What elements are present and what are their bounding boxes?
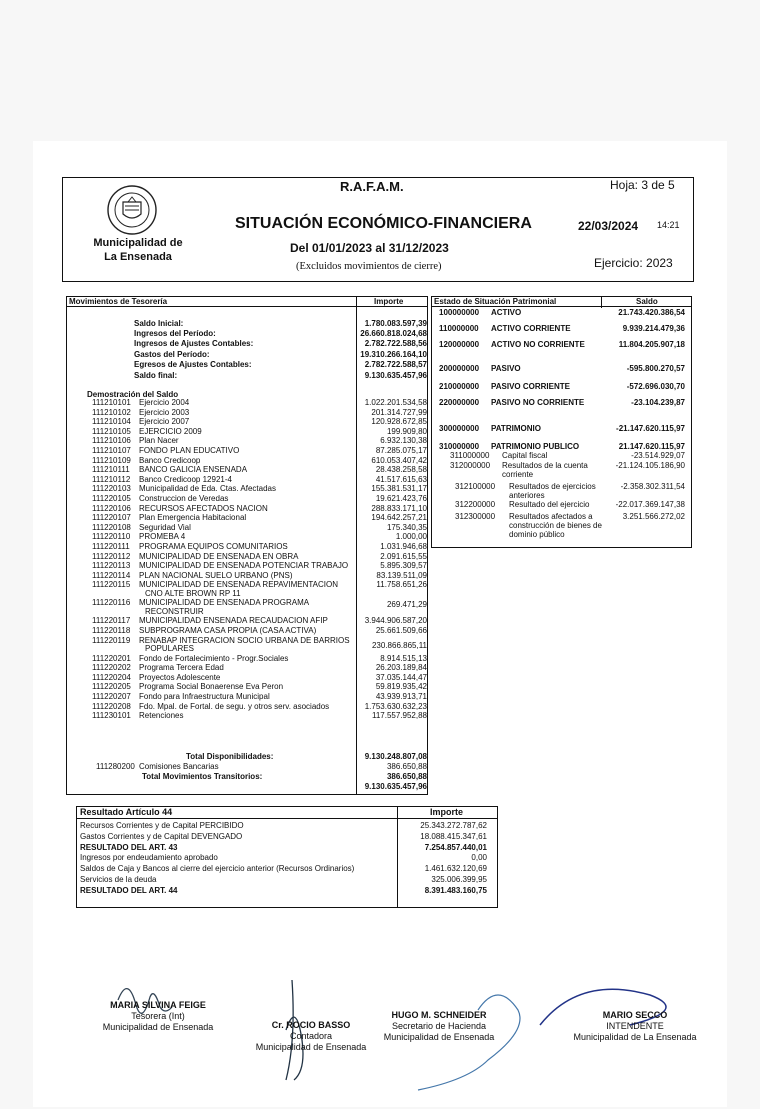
patrimonio-value: 3.251.566.272,02	[622, 512, 685, 521]
item-label: Programa Social Bonaerense Eva Peron	[139, 682, 284, 692]
item-label: Plan Emergencia Habitacional	[139, 513, 247, 523]
signature-name: MARIO SECCO	[602, 1010, 668, 1020]
item-code: 111220204	[92, 672, 131, 682]
resultado-label: Ingresos por endeudamiento aprobado	[80, 853, 218, 863]
item-label: FONDO PLAN EDUCATIVO	[139, 446, 240, 455]
item-label-cont: POPULARES	[145, 644, 194, 654]
comisiones-label: Comisiones Bancarias	[139, 762, 219, 771]
item-label: RENABAP INTEGRACION SOCIO URBANA DE BARRIOS	[139, 635, 350, 645]
item-code: 111220105	[92, 494, 131, 503]
item-value: 230.866.865,11	[371, 640, 427, 650]
patrimonio-header-label: Estado de Situación Patrimonial	[434, 297, 557, 306]
item-value: 120.928.672,85	[371, 417, 427, 427]
item-code: 111220110	[92, 532, 131, 542]
item-label: Banco Credicoop	[139, 455, 201, 465]
item-value: 610.053.407,42	[371, 455, 427, 465]
item-code: 111230101	[92, 711, 131, 721]
summary-value: 9.130.635.457,96	[364, 371, 427, 380]
patrimonio-label: Resultados afectados a	[509, 512, 593, 521]
report-date: 22/03/2024	[578, 219, 639, 233]
item-value: 1.000,00	[395, 532, 427, 542]
resultado-header-label: Resultado Artículo 44	[80, 807, 173, 817]
item-value: 194.642.257,21	[371, 513, 427, 523]
signature	[83, 1000, 233, 1033]
patrimonio-label-cont: corriente	[502, 470, 534, 479]
item-label: Fdo. Mpal. de Fortal. de segu. y otros serv. asociados	[139, 701, 330, 711]
signature	[560, 1010, 710, 1043]
patrimonio-code: 100000000	[439, 308, 480, 317]
item-value: 83.139.511,09	[376, 570, 427, 580]
item-value: 2.091.615,55	[380, 551, 427, 561]
item-value: 1.031.946,68	[380, 542, 427, 551]
patrimonio-code: 110000000	[439, 324, 479, 333]
grand-total-value: 9.130.635.457,96	[364, 782, 427, 791]
tesoreria-header-label: Movimientos de Tesorería	[69, 297, 168, 306]
item-value: 19.621.423,76	[375, 494, 427, 503]
patrimonio-label-cont: dominio público	[509, 530, 565, 539]
resultado-header-amount: Importe	[430, 807, 464, 817]
item-label: Ejercicio 2004	[139, 398, 190, 407]
patrimonio-code: 311000000	[450, 451, 490, 460]
signature-name: HUGO M. SCHNEIDER	[391, 1010, 487, 1020]
item-code: 111210109	[92, 455, 131, 465]
item-label: SUBPROGRAMA CASA PROPIA (CASA ACTIVA)	[139, 626, 317, 635]
summary-value: 2.782.722.588,57	[364, 360, 427, 369]
item-code: 111220119	[92, 635, 131, 645]
patrimonio-label: ACTIVO NO CORRIENTE	[491, 340, 585, 349]
patrimonio-code: 120000000	[439, 340, 480, 349]
resultado-value: 325.006.399,95	[431, 875, 487, 884]
item-label-cont: CNO ALTE BROWN RP 11	[145, 589, 241, 598]
tesoreria-header-amount: Importe	[374, 297, 404, 306]
item-code: 111220114	[92, 570, 131, 580]
resultado-value: 25.343.272.787,62	[420, 821, 487, 830]
summary-label: Gastos del Período:	[134, 350, 210, 359]
item-value: 201.314.727,99	[371, 407, 427, 417]
item-label: Construccion de Veredas	[139, 494, 229, 503]
patrimonio-value: -595.800.270,57	[626, 364, 685, 373]
comisiones-code: 111280200	[96, 762, 135, 771]
patrimonio-value: 11.804.205.907,18	[618, 340, 685, 349]
summary-label: Ingresos del Período:	[134, 329, 216, 338]
item-label-cont: RECONSTRUIR	[145, 607, 204, 616]
resultado-label: Saldos de Caja y Bancos al cierre del ejercicio anterior (Recursos Ordinarios)	[80, 864, 355, 874]
summary-label: Ingresos de Ajustes Contables:	[134, 339, 254, 348]
total-disp-value: 9.130.248.807,08	[364, 752, 427, 761]
patrimonio-label: PASIVO CORRIENTE	[491, 382, 570, 391]
item-value: 11.758.651,26	[376, 580, 427, 590]
item-value: 41.517.615,63	[375, 474, 427, 484]
resultado-value: 1.461.632.120,69	[424, 864, 487, 874]
patrimonio-code: 220000000	[439, 398, 480, 407]
signature-role: INTENDENTE	[606, 1021, 664, 1031]
page-number: Hoja: 3 de 5	[610, 178, 675, 192]
signature-name: Cr. ROCIO BASSO	[271, 1020, 351, 1030]
patrimonio-value: 9.939.214.479,36	[622, 324, 685, 333]
item-code: 111220108	[92, 522, 131, 532]
item-code: 111210111	[92, 465, 130, 475]
resultado-label: Recursos Corrientes y de Capital PERCIBIDO	[80, 821, 244, 830]
item-value: 288.833.171,10	[371, 503, 427, 513]
resultado-label: RESULTADO DEL ART. 44	[80, 885, 178, 895]
item-label: MUNICIPALIDAD DE ENSENADA POTENCIAR TRABAJO	[139, 561, 349, 571]
patrimonio-value: -23.514.929,07	[631, 451, 685, 460]
patrimonio-table	[431, 296, 692, 548]
item-label: Retenciones	[139, 711, 184, 721]
item-code: 111220106	[92, 503, 131, 513]
item-label: Municipalidad de Eda. Ctas. Afectadas	[139, 484, 276, 494]
item-value: 269.471,29	[386, 600, 427, 610]
signature	[364, 1010, 514, 1043]
patrimonio-label: Capital fiscal	[502, 451, 548, 460]
patrimonio-value: -23.104.239,87	[631, 398, 685, 407]
item-code: 111220205	[92, 682, 131, 692]
signature-org: Municipalidad de La Ensenada	[573, 1032, 697, 1042]
resultado-value: 0,00	[471, 853, 487, 863]
item-value: 3.944.906.587,20	[364, 616, 427, 626]
item-code: 111210102	[92, 407, 131, 417]
item-code: 111220202	[92, 663, 131, 673]
patrimonio-value: -21.147.620.115,97	[616, 424, 685, 433]
resultado-label: Servicios de la deuda	[80, 875, 157, 884]
total-trans-value: 386.650,88	[386, 772, 427, 781]
patrimonio-value: -21.124.105.186,90	[615, 461, 685, 470]
patrimonio-value: -572.696.030,70	[626, 382, 685, 391]
page-title: SITUACIÓN ECONÓMICO-FINANCIERA	[235, 215, 532, 232]
item-label: BANCO GALICIA ENSENADA	[139, 465, 248, 475]
patrimonio-code: 300000000	[439, 424, 480, 433]
item-label: Fondo de Fortalecimiento - Progr.Sociales	[139, 653, 289, 663]
patrimonio-code: 312300000	[455, 512, 496, 521]
item-label: Fondo para Infraestructura Municipal	[139, 692, 270, 701]
report-time: 14:21	[657, 220, 680, 230]
org-name-line2: La Ensenada	[104, 251, 172, 263]
resultado-label: RESULTADO DEL ART. 43	[80, 842, 178, 852]
org-name-line1: Municipalidad de	[93, 237, 183, 249]
item-value: 37.035.144,47	[375, 672, 427, 682]
patrimonio-label-cont: construcción de bienes de	[509, 521, 602, 530]
item-label: PROMEBA 4	[139, 532, 186, 542]
summary-value: 26.660.818.024,68	[360, 329, 427, 338]
patrimonio-code: 210000000	[439, 382, 480, 391]
patrimonio-code: 312100000	[455, 482, 496, 491]
patrimonio-label: PATRIMONIO PUBLICO	[491, 442, 580, 451]
signature-org: Municipalidad de Ensenada	[383, 1032, 495, 1042]
item-code: 111220113	[92, 561, 131, 571]
item-code: 111220103	[92, 484, 131, 494]
patrimonio-label: Resultado del ejercicio	[509, 500, 590, 509]
patrimonio-code: 312200000	[455, 500, 496, 509]
item-value: 1.753.630.632,23	[364, 701, 427, 711]
patrimonio-label: PATRIMONIO	[491, 424, 541, 433]
report-period: Del 01/01/2023 al 31/12/2023	[290, 241, 449, 255]
item-label: MUNICIPALIDAD DE ENSENADA EN OBRA	[139, 551, 299, 561]
summary-label: Saldo Inicial:	[134, 319, 184, 328]
signature-name: MARIA SILVINA FEIGE	[110, 1000, 206, 1010]
item-label: RECURSOS AFECTADOS NACION	[139, 503, 268, 513]
item-label: MUNICIPALIDAD DE ENSENADA PROGRAMA	[139, 598, 310, 608]
signature-role: Tesorera (Int)	[131, 1011, 185, 1021]
item-label: Ejercicio 2007	[139, 417, 190, 427]
summary-value: 2.782.722.588,56	[364, 339, 427, 348]
item-code: 111220115	[92, 580, 131, 590]
summary-label: Saldo final:	[134, 371, 178, 380]
total-trans-label: Total Movimientos Transitorios:	[142, 772, 263, 781]
patrimonio-header-amount: Saldo	[636, 297, 658, 306]
item-value: 199.909,80	[386, 426, 427, 436]
item-code: 111220117	[92, 616, 131, 626]
patrimonio-value: -22.017.369.147,38	[615, 500, 685, 509]
item-value: 43.939.913,71	[375, 692, 427, 701]
patrimonio-code: 312000000	[450, 461, 491, 470]
item-code: 111220112	[92, 551, 131, 561]
item-label: Banco Credicoop 12921-4	[139, 474, 232, 484]
item-label: EJERCICIO 2009	[139, 426, 202, 436]
item-label: Programa Tercera Edad	[139, 663, 224, 673]
comisiones-value: 386.650,88	[386, 762, 427, 771]
signature-org: Municipalidad de Ensenada	[255, 1042, 367, 1052]
municipal-seal	[106, 184, 158, 241]
item-code: 111220118	[92, 626, 131, 635]
item-code: 111220111	[92, 542, 130, 551]
item-label: Seguridad Vial	[139, 522, 191, 532]
patrimonio-label: ACTIVO	[491, 308, 522, 317]
total-disp-label: Total Disponibilidades:	[186, 752, 274, 761]
patrimonio-label: Resultados de la cuenta	[502, 461, 588, 470]
resultado-label: Gastos Corrientes y de Capital DEVENGADO	[80, 831, 243, 841]
patrimonio-code: 200000000	[439, 364, 480, 373]
item-value: 117.557.952,88	[371, 711, 427, 721]
patrimonio-label: PASIVO	[491, 364, 521, 373]
item-label: Ejercicio 2003	[139, 407, 190, 417]
item-value: 1.022.201.534,58	[364, 398, 427, 407]
item-label: MUNICIPALIDAD ENSENADA RECAUDACION AFIP	[139, 616, 328, 626]
item-code: 111210106	[92, 436, 131, 446]
item-value: 6.932.130,38	[380, 436, 427, 446]
item-value: 59.819.935,42	[375, 682, 427, 692]
item-code: 111210104	[92, 417, 131, 427]
rafam-label: R.A.F.A.M.	[340, 179, 404, 194]
item-value: 28.438.258,58	[375, 465, 427, 475]
exercise-year: Ejercicio: 2023	[594, 256, 673, 270]
summary-label: Egresos de Ajustes Contables:	[134, 360, 252, 369]
item-value: 5.895.309,57	[380, 561, 427, 571]
resultado-value: 8.391.483.160,75	[424, 885, 487, 895]
item-code: 111220207	[92, 692, 131, 701]
patrimonio-value: 21.743.420.386,54	[618, 308, 685, 317]
item-code: 111210107	[92, 446, 131, 455]
item-label: Proyectos Adolescente	[139, 672, 221, 682]
item-code: 111220107	[92, 513, 131, 523]
summary-value: 19.310.266.164,10	[360, 350, 427, 359]
item-code: 111210101	[92, 398, 131, 407]
item-code: 111210112	[92, 474, 131, 484]
patrimonio-label: Resultados de ejercicios	[509, 482, 596, 491]
item-label: PROGRAMA EQUIPOS COMUNITARIOS	[139, 542, 288, 551]
resultado-value: 7.254.857.440,01	[424, 842, 487, 852]
item-code: 111220208	[92, 701, 131, 711]
patrimonio-value: -2.358.302.311,54	[620, 482, 685, 491]
signature-org: Municipalidad de Ensenada	[102, 1022, 214, 1032]
signature-role: Secretario de Hacienda	[391, 1021, 487, 1031]
patrimonio-label: PASIVO NO CORRIENTE	[491, 398, 585, 407]
item-label: PLAN NACIONAL SUELO URBANO (PNS)	[139, 570, 293, 580]
item-value: 175.340,35	[386, 522, 427, 532]
signature-role: Contadora	[289, 1031, 333, 1041]
resultado-value: 18.088.415.347,61	[420, 831, 487, 841]
patrimonio-code: 310000000	[439, 442, 480, 451]
report-note: (Excluidos movimientos de cierre)	[296, 261, 442, 272]
item-code: 111220201	[92, 653, 131, 663]
item-value: 25.661.509,66	[375, 626, 427, 635]
item-value: 8.914.515,13	[380, 653, 427, 663]
patrimonio-label: ACTIVO CORRIENTE	[491, 324, 571, 333]
item-value: 87.285.075,17	[375, 446, 427, 455]
patrimonio-label-cont: anteriores	[509, 491, 545, 500]
item-label: MUNICIPALIDAD DE ENSENADA REPAVIMENTACION	[139, 580, 338, 590]
item-label: Plan Nacer	[139, 436, 179, 446]
item-code: 111210105	[92, 426, 131, 436]
patrimonio-value: 21.147.620.115,97	[618, 442, 685, 451]
summary-value: 1.780.083.597,39	[364, 319, 427, 328]
demo-title: Demostración del Saldo	[87, 390, 179, 399]
item-value: 26.203.189,84	[375, 663, 427, 673]
item-value: 155.381.531,17	[371, 484, 427, 494]
item-code: 111220116	[92, 598, 131, 608]
